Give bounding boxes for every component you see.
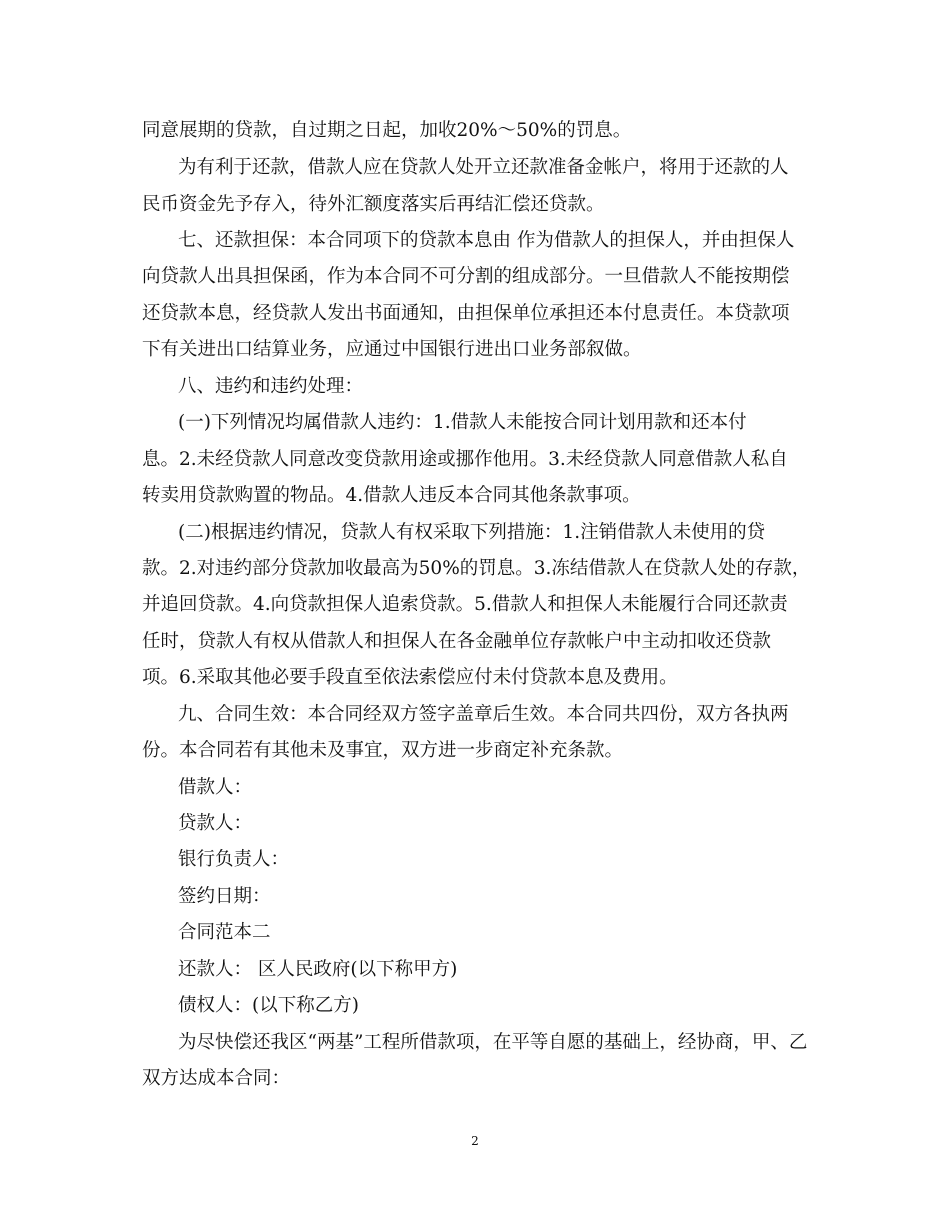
text-line: 份。本合同若有其他未及事宜，双方进一步商定补充条款。	[142, 740, 624, 761]
signature-field-borrower: 借款人：	[178, 777, 253, 798]
signature-field-lender: 贷款人：	[178, 813, 253, 834]
text-line: 转卖用贷款购置的物品。4.借款人违反本合同其他条款事项。	[142, 485, 641, 506]
text-line: 八、违约和违约处理：	[178, 376, 364, 397]
text-line: 任时，贷款人有权从借款人和担保人在各金融单位存款帐户中主动扣收还贷款	[142, 631, 772, 652]
text-line: 款。2.对违约部分贷款加收最高为50%的罚息。3.冻结借款人在贷款人处的存款，	[142, 558, 811, 579]
text-line: (二)根据违约情况，贷款人有权采取下列措施：1.注销借款人未使用的贷	[178, 522, 766, 543]
signature-field-bank-officer: 银行负责人：	[178, 849, 290, 870]
text-line: 还款人： 区人民政府(以下称甲方)	[178, 959, 458, 980]
text-line: 双方达成本合同：	[142, 1068, 291, 1089]
text-line: 九、合同生效：本合同经双方签字盖章后生效。本合同共四份，双方各执两	[178, 704, 789, 725]
text-line: 息。2.未经贷款人同意改变贷款用途或挪作他用。3.未经贷款人同意借款人私自	[142, 449, 788, 470]
section-heading: 合同范本二	[178, 922, 271, 943]
text-line: 下有关进出口结算业务，应通过中国银行进出口业务部叙做。	[142, 339, 642, 360]
text-line: 并追回贷款。4.向贷款担保人追索贷款。5.借款人和担保人未能履行合同还款责	[142, 594, 788, 615]
text-line: 项。6.采取其他必要手段直至依法索偿应付未付贷款本息及费用。	[142, 667, 678, 688]
text-line: 债权人：(以下称乙方)	[178, 995, 359, 1016]
text-line: 还贷款本息，经贷款人发出书面通知，由担保单位承担还本付息责任。本贷款项	[142, 303, 790, 324]
text-line: 为有利于还款，借款人应在贷款人处开立还款准备金帐户，将用于还款的人	[178, 157, 789, 178]
text-line: 向贷款人出具担保函，作为本合同不可分割的组成部分。一旦借款人不能按期偿	[142, 266, 790, 287]
text-line: 为尽快偿还我区“两基”工程所借款项，在平等自愿的基础上，经协商，甲、乙	[178, 1032, 808, 1053]
text-line: (一)下列情况均属借款人违约：1.借款人未能按合同计划用款和还本付	[178, 412, 747, 433]
text-line: 七、还款担保：本合同项下的贷款本息由 作为借款人的担保人，并由担保人	[178, 230, 795, 251]
text-line: 民币资金先予存入，待外汇额度落实后再结汇偿还贷款。	[142, 194, 605, 215]
page-number: 2	[471, 1134, 479, 1148]
signature-field-date: 签约日期：	[178, 886, 271, 907]
text-line: 同意展期的贷款，自过期之日起，加收20%～50%的罚息。	[142, 120, 632, 141]
